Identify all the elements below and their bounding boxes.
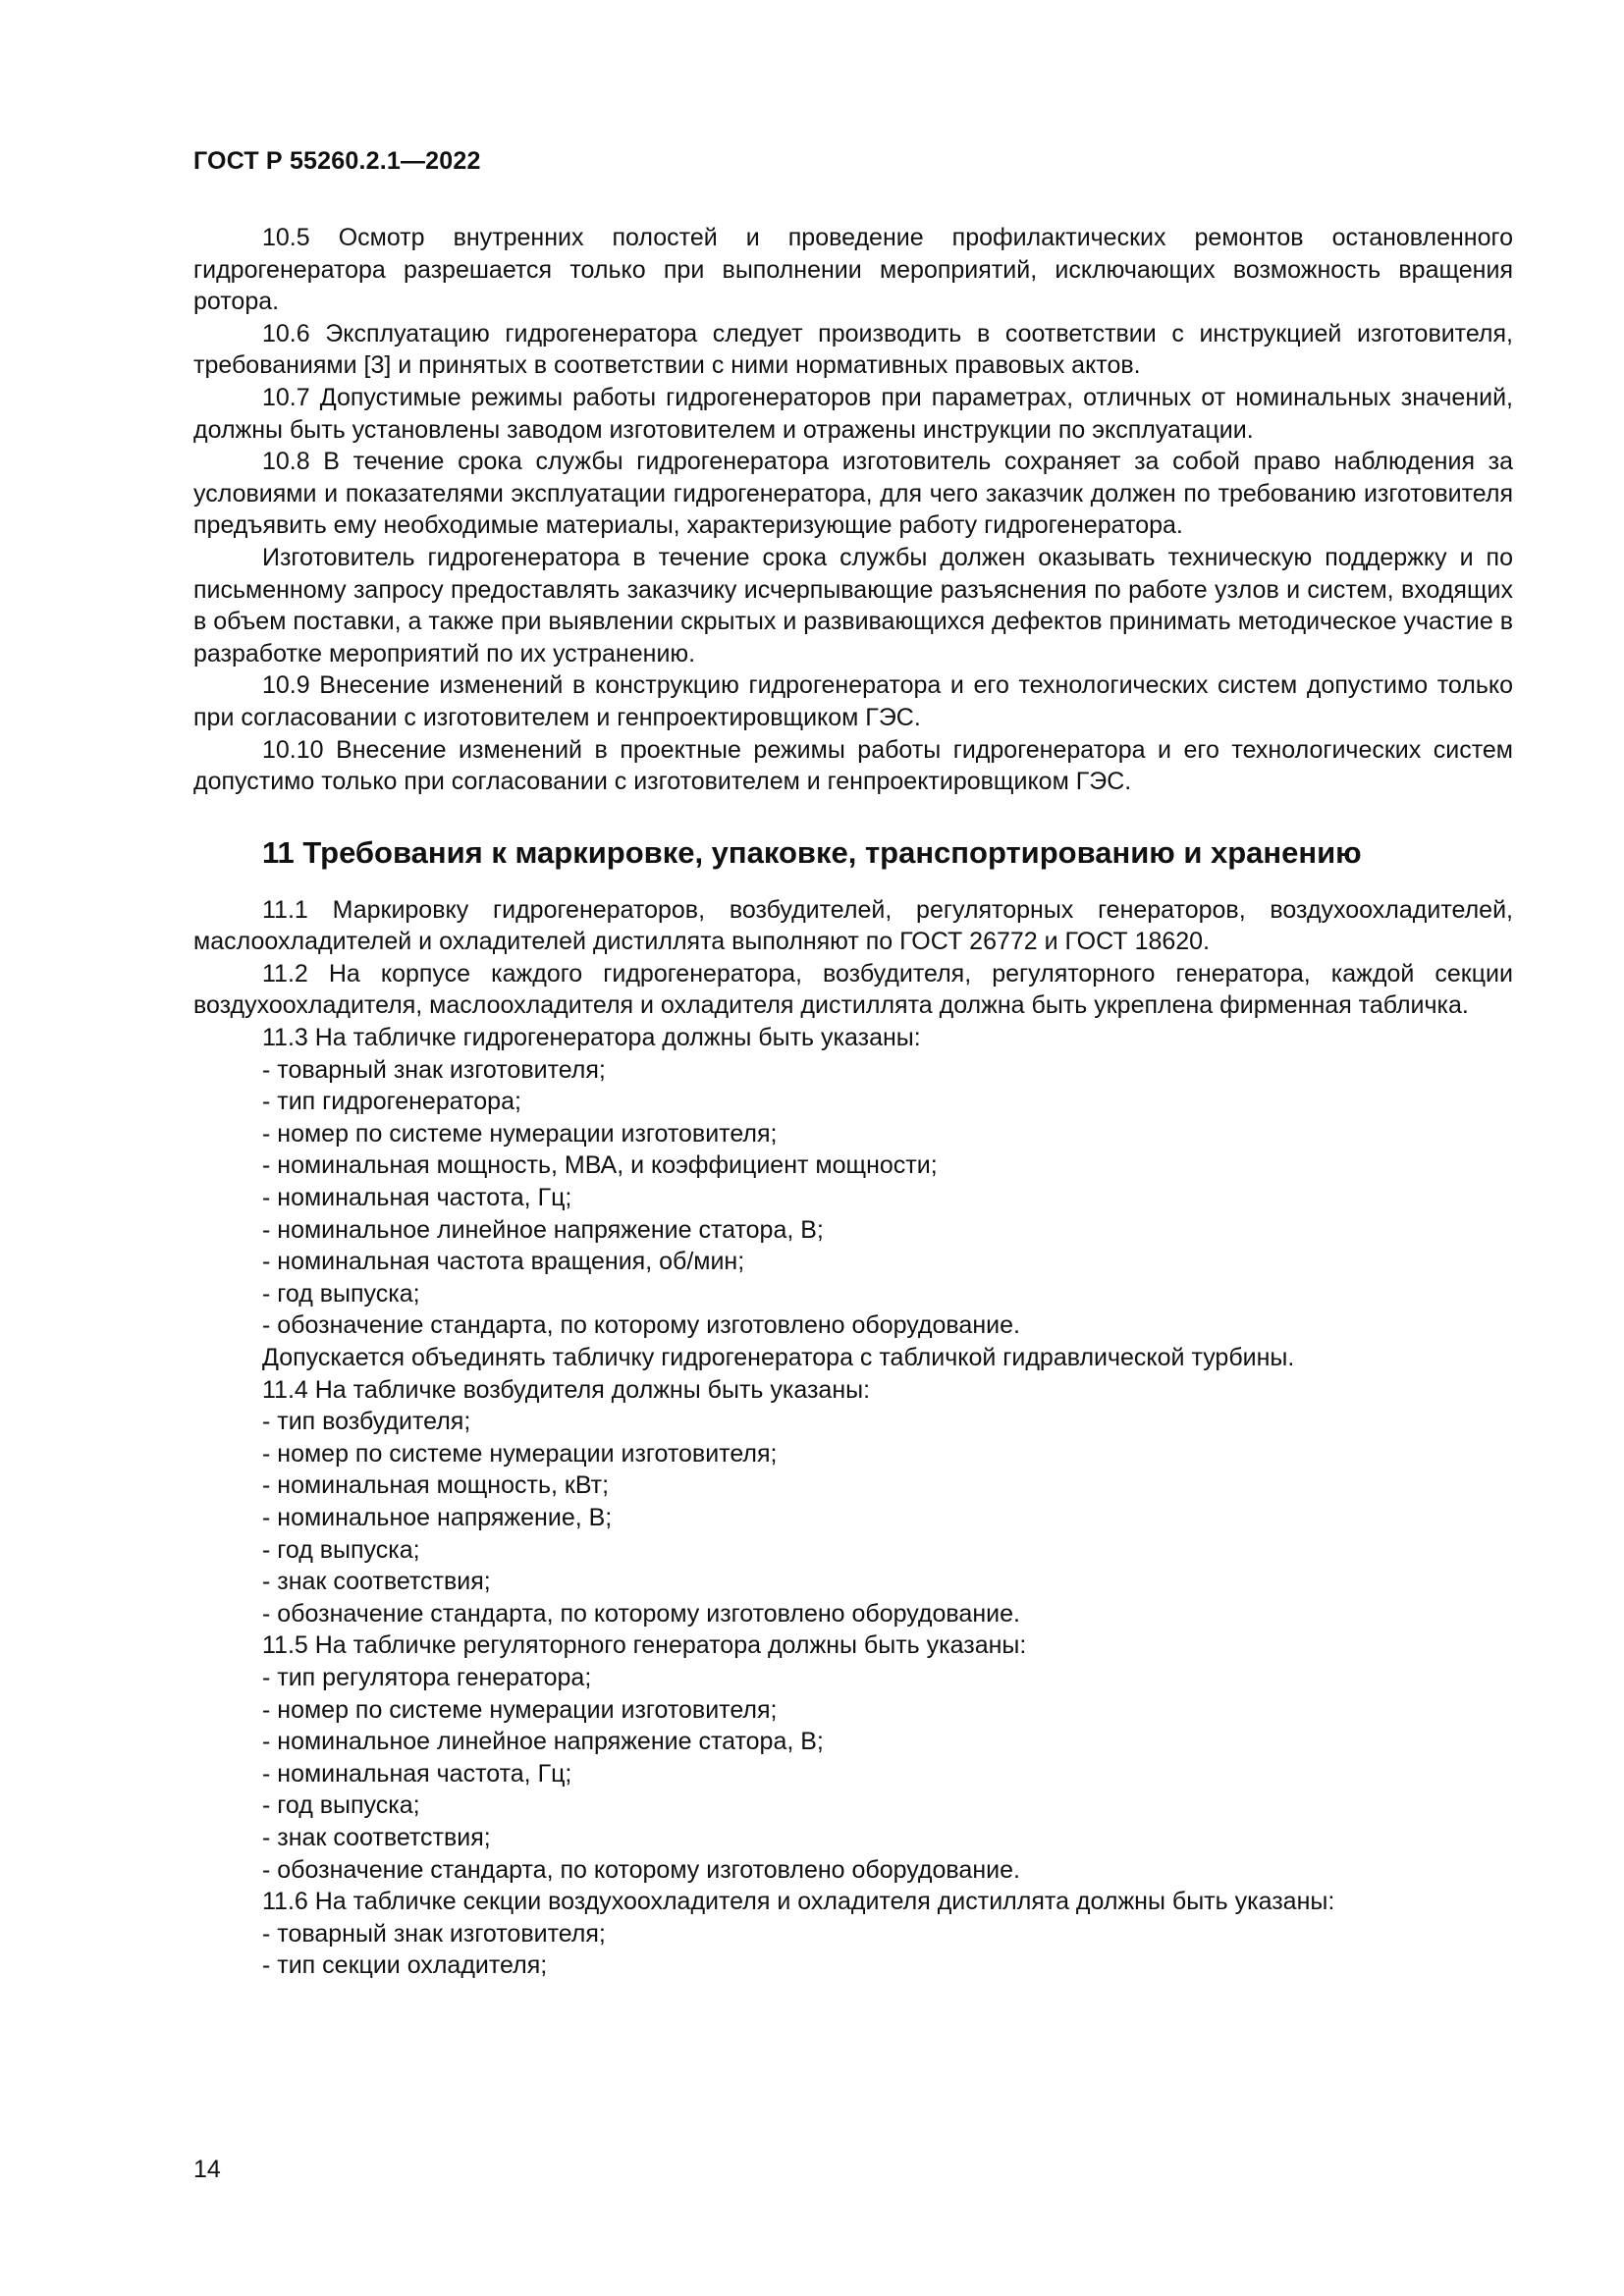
paragraph-10-6: 10.6 Эксплуатацию гидрогенератора следует производить в соответствии с инструкцией изготовителя, требованиями [3] и принятых в соответствии с ними нормативных правовых актов. <box>193 319 1513 380</box>
list-item: - номер по системе нумерации изготовителя; <box>262 1439 778 1468</box>
list-item: - номинальное линейное напряжение статора, В; <box>262 1215 824 1244</box>
list-item: - знак соответствия; <box>262 1568 491 1596</box>
list-item: - тип гидрогенератора; <box>262 1088 521 1116</box>
paragraph-11-6: 11.6 На табличке секции воздухоохладителя и охладителя дистиллята должны быть указаны: <box>262 1888 1335 1916</box>
list-item: - номинальная частота, Гц; <box>262 1184 572 1212</box>
list-item: - товарный знак изготовителя; <box>262 1055 606 1084</box>
list-item: - знак соответствия; <box>262 1823 491 1851</box>
paragraph-10-5: 10.5 Осмотр внутренних полостей и проведение профилактических ремонтов остановленного гидрогенератора разрешается только при выполнении мероприятий, исключающих возможность вращения ротора. <box>193 224 1513 316</box>
paragraph-11-2: 11.2 На корпусе каждого гидрогенератора, возбудителя, регуляторного генератора, каждой секции воздухоохладителя, маслоохладителя и охладителя дистиллята должна быть укреплена фирменная табличка. <box>193 959 1513 1020</box>
document-header: ГОСТ Р 55260.2.1—2022 <box>193 147 481 175</box>
note-11-3: Допускается объединять табличку гидрогенератора с табличкой гидравлической турбины. <box>262 1344 1295 1371</box>
paragraph-10-8: 10.8 В течение срока службы гидрогенератора изготовитель сохраняет за собой право наблюдения за условиями и показателями эксплуатации гидрогенератора, для чего заказчик должен по требованию изготовителя предъявить ему необходимые материалы, характеризующие работу гидрогенератора. <box>193 448 1513 540</box>
list-item: - номинальное линейное напряжение статора, В; <box>262 1728 824 1756</box>
list-item: - товарный знак изготовителя; <box>262 1919 606 1948</box>
section-11-title: 11 Требования к маркировке, упаковке, транспортированию и хранению <box>262 834 1362 870</box>
list-item: - тип возбудителя; <box>262 1408 471 1436</box>
list-item: - обозначение стандарта, по которому изготовлено оборудование. <box>262 1599 1020 1628</box>
list-item: - год выпуска; <box>262 1279 420 1308</box>
paragraph-11-5: 11.5 На табличке регуляторного генератора должны быть указаны: <box>262 1631 1027 1660</box>
list-item: - номинальная мощность, МВА, и коэффициент мощности; <box>262 1151 938 1180</box>
page-number: 14 <box>193 2156 221 2183</box>
list-item: - обозначение стандарта, по которому изготовлено оборудование. <box>262 1855 1020 1884</box>
list-item: - год выпуска; <box>262 1791 420 1820</box>
paragraph-11-3: 11.3 На табличке гидрогенератора должны быть указаны: <box>262 1024 921 1052</box>
list-item: - номинальная частота вращения, об/мин; <box>262 1248 745 1276</box>
paragraph-10-10: 10.10 Внесение изменений в проектные режимы работы гидрогенератора и его технологических систем допустимо только при согласовании с изготовителем и генпроектировщиком ГЭС. <box>193 735 1513 796</box>
list-item: - номер по системе нумерации изготовителя; <box>262 1119 778 1148</box>
list-item: - год выпуска; <box>262 1535 420 1564</box>
document-body <box>193 222 1513 1982</box>
paragraph-11-1: 11.1 Маркировку гидрогенераторов, возбудителей, регуляторных генераторов, воздухоохладителей, маслоохладителей и охладителей дистиллята выполняют по ГОСТ 26772 и ГОСТ 18620. <box>193 895 1513 956</box>
list-item: - номинальная мощность, кВт; <box>262 1471 610 1500</box>
list-item: - тип секции охладителя; <box>262 1951 548 1980</box>
list-item: - номинальная частота, Гц; <box>262 1759 572 1788</box>
paragraph-10-7: 10.7 Допустимые режимы работы гидрогенераторов при параметрах, отличных от номинальных значений, должны быть установлены заводом изготовителем и отражены инструкции по эксплуатации. <box>193 383 1513 444</box>
paragraph-10-8-cont: Изготовитель гидрогенератора в течение срока службы должен оказывать техническую поддержку и по письменному запросу предоставлять заказчику исчерпывающие разъяснения по работе узлов и систем, входящих в объем поставки, а также при выявлении скрытых и развивающихся дефектов принимать методическое участие в разработке мероприятий по их устранению. <box>193 543 1513 667</box>
list-item: - обозначение стандарта, по которому изготовлено оборудование. <box>262 1311 1020 1340</box>
paragraph-10-9: 10.9 Внесение изменений в конструкцию гидрогенератора и его технологических систем допустимо только при согласовании с изготовителем и генпроектировщиком ГЭС. <box>193 671 1513 731</box>
list-item: - номинальное напряжение, В; <box>262 1503 613 1531</box>
list-item: - тип регулятора генератора; <box>262 1663 592 1691</box>
list-item: - номер по системе нумерации изготовителя; <box>262 1695 778 1724</box>
paragraph-11-4: 11.4 На табличке возбудителя должны быть указаны: <box>262 1375 871 1404</box>
